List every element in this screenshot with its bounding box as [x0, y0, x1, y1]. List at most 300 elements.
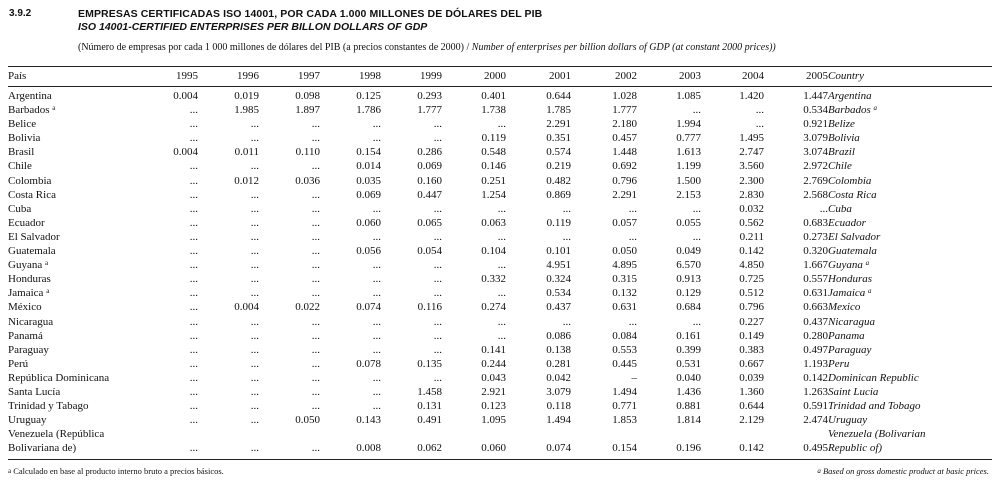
country-en-text: Nicaragua: [828, 315, 876, 328]
value-cell: 0.125: [356, 90, 381, 102]
value-cell: 1.853: [612, 414, 637, 427]
value-cell: 1.985: [234, 104, 259, 117]
value-cell: 0.118: [546, 400, 571, 413]
value-cell: ...: [311, 329, 320, 342]
value-cell: 1.254: [481, 188, 506, 201]
value-cell: 2.180: [612, 118, 637, 131]
country-name-en: [828, 385, 992, 399]
value-cell: ...: [372, 343, 381, 356]
value-cell: ...: [311, 357, 320, 370]
value-cell: ...: [311, 202, 320, 215]
value-cell: ...: [497, 230, 506, 243]
footnote-mark: a: [865, 259, 870, 268]
value-cell: 0.146: [481, 160, 506, 173]
value-cell: ...: [755, 104, 764, 117]
value-cell: 1.199: [676, 160, 701, 173]
value-cell: ...: [250, 329, 259, 342]
value-cell: 1.738: [481, 104, 506, 117]
value-cell: 0.135: [417, 357, 442, 370]
top-rule: [8, 66, 992, 67]
country-en-text: Ecuador: [828, 216, 866, 229]
table-row: [8, 371, 992, 385]
value-cell: ...: [497, 315, 506, 328]
value-cell: ...: [433, 371, 442, 384]
country-name-en: Venezuela (Bolivarian: [828, 428, 926, 441]
value-cell: 0.160: [417, 174, 442, 187]
value-cell: 0.063: [481, 216, 506, 229]
value-cell: 1.085: [676, 90, 701, 102]
value-cell: 0.084: [612, 329, 637, 342]
value-cell: 0.574: [546, 146, 571, 159]
value-cell: 0.591: [803, 400, 828, 413]
value-cell: 0.315: [612, 273, 637, 286]
value-cell: 0.132: [612, 287, 637, 300]
country-name-es: [8, 258, 140, 272]
country-name-es: [8, 371, 140, 385]
table-row: [8, 103, 992, 117]
table-row: [8, 286, 992, 300]
value-cell: 0.116: [417, 301, 442, 314]
value-cell: 0.557: [803, 273, 828, 286]
value-cell: ...: [692, 315, 701, 328]
value-cell: 0.069: [417, 160, 442, 173]
empty-cell: [506, 427, 571, 441]
value-cell: ...: [311, 315, 320, 328]
value-cell: 2.747: [739, 146, 764, 159]
country-name-es: [8, 385, 140, 399]
value-cell: 0.531: [676, 357, 701, 370]
value-cell: 1.447: [803, 90, 828, 102]
value-cell: 0.131: [417, 400, 442, 413]
value-cell: 0.631: [803, 287, 828, 300]
value-cell: 1.360: [739, 385, 764, 398]
value-cell: 0.055: [676, 216, 701, 229]
value-cell: 0.332: [481, 273, 506, 286]
value-cell: 0.012: [234, 174, 259, 187]
value-cell: 0.141: [481, 343, 506, 356]
country-name-es: [8, 230, 140, 244]
country-en-text: Uruguay: [828, 414, 868, 427]
value-cell: 2.291: [612, 188, 637, 201]
value-cell: 0.286: [417, 146, 442, 159]
value-cell: ...: [189, 371, 198, 384]
value-cell: ...: [250, 216, 259, 229]
country-name-en: [828, 244, 992, 258]
value-cell: 0.244: [481, 357, 506, 370]
table-row: [8, 427, 992, 441]
value-cell: 0.512: [739, 287, 764, 300]
country-en-text: Jamaica: [828, 287, 866, 300]
table-subtitle: [78, 42, 776, 53]
value-cell: ...: [250, 230, 259, 243]
value-cell: ...: [372, 132, 381, 145]
value-cell: ...: [819, 202, 828, 215]
country-name-es: Venezuela (República: [8, 428, 105, 441]
value-cell: 0.043: [481, 371, 506, 384]
country-en-text: Colombia: [828, 174, 872, 187]
value-cell: ...: [189, 273, 198, 286]
value-cell: 0.143: [356, 414, 381, 427]
country-name-en: [828, 413, 992, 427]
country-en-text: Guatemala: [828, 245, 877, 258]
value-cell: 0.777: [676, 132, 701, 145]
value-cell: 0.497: [803, 343, 828, 356]
value-cell: 0.534: [546, 287, 571, 300]
value-cell: ...: [250, 132, 259, 145]
country-name-en: [828, 159, 992, 173]
value-cell: 0.032: [739, 202, 764, 215]
value-cell: ...: [189, 442, 198, 455]
value-cell: ...: [311, 371, 320, 384]
value-cell: ...: [433, 118, 442, 131]
table-row: [8, 244, 992, 258]
value-cell: ...: [311, 118, 320, 131]
value-cell: 0.054: [417, 245, 442, 258]
value-cell: 0.796: [739, 301, 764, 314]
value-cell: 0.219: [546, 160, 571, 173]
value-cell: 1.095: [481, 414, 506, 427]
value-cell: ...: [250, 343, 259, 356]
value-cell: 0.667: [739, 357, 764, 370]
value-cell: 0.065: [417, 216, 442, 229]
table-row: [8, 399, 992, 413]
value-cell: ...: [311, 188, 320, 201]
country-name-en: [828, 258, 992, 272]
value-cell: 0.401: [481, 90, 506, 102]
value-cell: 0.138: [546, 343, 571, 356]
value-cell: ...: [189, 104, 198, 117]
country-en-text: Brazil: [828, 146, 855, 159]
value-cell: ...: [433, 259, 442, 272]
country-es-text: Panamá: [8, 329, 43, 342]
value-cell: ...: [189, 202, 198, 215]
value-cell: 0.683: [803, 216, 828, 229]
value-cell: ...: [189, 259, 198, 272]
country-es-text: Honduras: [8, 273, 51, 286]
value-cell: ...: [433, 329, 442, 342]
value-cell: ...: [250, 315, 259, 328]
country-es-text: Jamaica: [8, 287, 44, 300]
country-name-es: [8, 357, 140, 371]
value-cell: ...: [562, 230, 571, 243]
table-row: [8, 441, 992, 455]
country-en-text: Guyana: [828, 259, 863, 272]
country-es-text: Brasil: [8, 146, 35, 159]
country-en-text: Costa Rica: [828, 188, 877, 201]
col-year: 2000: [484, 70, 506, 82]
value-cell: 0.060: [481, 442, 506, 455]
value-cell: ...: [755, 118, 764, 131]
value-cell: 1.814: [676, 414, 701, 427]
col-year: 2001: [549, 70, 571, 82]
country-name-en: [828, 272, 992, 286]
value-cell: ...: [250, 245, 259, 258]
value-cell: ...: [497, 329, 506, 342]
value-cell: 2.291: [546, 118, 571, 131]
value-cell: 0.921: [803, 118, 828, 131]
value-cell: ...: [189, 160, 198, 173]
country-en-text: Belize: [828, 118, 855, 131]
value-cell: ...: [372, 259, 381, 272]
empty-cell: [198, 427, 259, 441]
value-cell: 1.263: [803, 385, 828, 398]
value-cell: 0.078: [356, 357, 381, 370]
value-cell: 4.895: [612, 259, 637, 272]
value-cell: ...: [497, 118, 506, 131]
value-cell: 0.057: [612, 216, 637, 229]
value-cell: ...: [433, 132, 442, 145]
value-cell: ...: [433, 287, 442, 300]
value-cell: 3.079: [546, 385, 571, 398]
value-cell: 1.494: [612, 385, 637, 398]
country-es-text: Cuba: [8, 202, 32, 215]
value-cell: 1.777: [417, 104, 442, 117]
country-en-text: Honduras: [828, 273, 873, 286]
value-cell: 0.039: [739, 371, 764, 384]
empty-cell: [764, 427, 828, 441]
value-cell: 0.562: [739, 216, 764, 229]
value-cell: ...: [189, 216, 198, 229]
value-cell: ...: [189, 357, 198, 370]
value-cell: 0.491: [417, 414, 442, 427]
value-cell: 0.663: [803, 301, 828, 314]
value-cell: 1.613: [676, 146, 701, 159]
value-cell: ...: [433, 343, 442, 356]
footnote-mark: a: [52, 104, 56, 113]
value-cell: 0.161: [676, 329, 701, 342]
value-cell: 0.149: [739, 329, 764, 342]
value-cell: ...: [250, 442, 259, 455]
value-cell: ...: [372, 329, 381, 342]
table-title-es: EMPRESAS CERTIFICADAS ISO 14001, POR CADA 1.000 MILLONES DE DÓLARES DEL PIB: [78, 8, 543, 20]
value-cell: 2.129: [739, 414, 764, 427]
value-cell: 0.004: [234, 301, 259, 314]
value-cell: 0.056: [356, 245, 381, 258]
value-cell: 0.062: [417, 442, 442, 455]
value-cell: ...: [189, 343, 198, 356]
value-cell: 0.142: [739, 245, 764, 258]
value-cell: 2.830: [739, 188, 764, 201]
country-es-text: Guyana: [8, 259, 43, 272]
value-cell: ...: [189, 132, 198, 145]
value-cell: 0.119: [546, 216, 571, 229]
value-cell: 0.042: [546, 371, 571, 384]
country-name-es: [8, 329, 140, 343]
col-year: 1995: [176, 70, 198, 82]
value-cell: ...: [372, 230, 381, 243]
value-cell: ...: [189, 414, 198, 427]
table-row: [8, 174, 992, 188]
table-number: 3.9.2: [9, 8, 32, 19]
value-cell: ...: [311, 442, 320, 455]
country-name-en: [828, 300, 992, 314]
value-cell: ...: [250, 202, 259, 215]
value-cell: 0.445: [612, 357, 637, 370]
country-name-es: [8, 315, 140, 329]
value-cell: 0.534: [803, 104, 828, 117]
value-cell: ...: [189, 230, 198, 243]
value-cell: ...: [189, 245, 198, 258]
country-name-en: [828, 286, 992, 300]
col-year: 1999: [420, 70, 442, 82]
table-row: [8, 300, 992, 314]
data-table: [8, 68, 992, 455]
country-es-text: Belice: [8, 118, 37, 131]
country-en-text: El Salvador: [828, 230, 881, 243]
country-es-text: Perú: [8, 357, 29, 370]
country-en-text: Cuba: [828, 202, 852, 215]
value-cell: 2.474: [803, 414, 828, 427]
value-cell: ...: [250, 273, 259, 286]
empty-cell: [320, 427, 381, 441]
value-cell: ...: [372, 287, 381, 300]
value-cell: ...: [311, 259, 320, 272]
col-country-en: Country: [828, 70, 865, 82]
value-cell: 1.897: [295, 104, 320, 117]
country-name-en: [828, 117, 992, 131]
value-cell: 0.074: [356, 301, 381, 314]
value-cell: ...: [250, 357, 259, 370]
country-name-en: [828, 89, 992, 103]
table-row: [8, 117, 992, 131]
value-cell: ...: [250, 259, 259, 272]
country-es-text: Guatemala: [8, 245, 56, 258]
value-cell: 0.437: [546, 301, 571, 314]
value-cell: 0.019: [234, 90, 259, 102]
value-cell: 0.049: [676, 245, 701, 258]
country-name-es: [8, 188, 140, 202]
table-row: [8, 145, 992, 159]
value-cell: 0.771: [612, 400, 637, 413]
table-row: [8, 357, 992, 371]
value-cell: 0.644: [546, 90, 571, 102]
value-cell: ...: [562, 202, 571, 215]
value-cell: ...: [497, 202, 506, 215]
value-cell: 0.060: [356, 216, 381, 229]
country-name-en: [828, 131, 992, 145]
value-cell: ...: [189, 188, 198, 201]
col-year: 1997: [298, 70, 320, 82]
value-cell: ...: [433, 230, 442, 243]
empty-cell: [571, 427, 637, 441]
value-cell: ...: [189, 301, 198, 314]
country-es-text: Barbados: [8, 104, 50, 117]
subtitle-es: (Número de empresas por cada 1 000 millones de dólares del PIB (a precios constantes de 2000) /: [78, 42, 472, 53]
value-cell: ...: [250, 414, 259, 427]
value-cell: 1.436: [676, 385, 701, 398]
country-es-text: Bolivia: [8, 132, 41, 145]
footnote-en-text: Based on gross domestic product at basic prices.: [820, 466, 989, 476]
country-es-text: Nicaragua: [8, 315, 54, 328]
value-cell: 0.196: [676, 442, 701, 455]
country-name-es: [8, 413, 140, 427]
value-cell: ...: [692, 202, 701, 215]
value-cell: ...: [250, 160, 259, 173]
value-cell: 0.101: [546, 245, 571, 258]
value-cell: 2.568: [803, 188, 828, 201]
country-name-en: [828, 216, 992, 230]
footnote-es: [8, 466, 224, 476]
country-name-en: [828, 145, 992, 159]
value-cell: ...: [628, 230, 637, 243]
country-name-es: [8, 244, 140, 258]
value-cell: 3.560: [739, 160, 764, 173]
subtitle-en: Number of enterprises per billion dollars of GDP (at constant 2000 prices)): [471, 42, 776, 53]
value-cell: 0.383: [739, 343, 764, 356]
country-name-es: [8, 131, 140, 145]
value-cell: ...: [497, 287, 506, 300]
country-name-en: [828, 371, 992, 385]
value-cell: ...: [311, 400, 320, 413]
value-cell: 0.324: [546, 273, 571, 286]
empty-cell: [140, 427, 198, 441]
value-cell: 4.951: [546, 259, 571, 272]
value-cell: 0.399: [676, 343, 701, 356]
empty-cell: [637, 427, 701, 441]
table-row: [8, 315, 992, 329]
value-cell: 0.004: [173, 90, 198, 102]
value-cell: ...: [311, 230, 320, 243]
value-cell: 0.251: [481, 174, 506, 187]
value-cell: 0.014: [356, 160, 381, 173]
value-cell: ...: [189, 329, 198, 342]
value-cell: 0.293: [417, 90, 442, 102]
value-cell: 1.495: [739, 132, 764, 145]
value-cell: ...: [692, 104, 701, 117]
value-cell: ...: [311, 287, 320, 300]
country-es-text: Costa Rica: [8, 188, 56, 201]
value-cell: 0.040: [676, 371, 701, 384]
value-cell: 0.036: [295, 174, 320, 187]
country-en-text: Barbados: [828, 104, 871, 117]
country-en-text: Paraguay: [828, 343, 872, 356]
value-cell: ...: [433, 315, 442, 328]
empty-cell: [259, 427, 320, 441]
country-es-text: México: [8, 301, 42, 314]
value-cell: ...: [311, 132, 320, 145]
value-cell: 0.011: [234, 146, 259, 159]
country-name-es: [8, 103, 140, 117]
footnote-mark: a: [44, 259, 49, 268]
country-en-text: Chile: [828, 160, 852, 173]
value-cell: ...: [628, 202, 637, 215]
col-year: 2003: [679, 70, 701, 82]
country-name-es: [8, 343, 140, 357]
value-cell: ...: [372, 273, 381, 286]
value-cell: ...: [311, 160, 320, 173]
col-year: 1996: [237, 70, 259, 82]
value-cell: 0.154: [356, 146, 381, 159]
value-cell: 0.644: [739, 400, 764, 413]
value-cell: ...: [250, 287, 259, 300]
footnote-mark: a: [46, 287, 50, 296]
footnote-mark: a: [817, 467, 821, 475]
value-cell: 0.495: [803, 442, 828, 455]
value-cell: 6.570: [676, 259, 701, 272]
footnote-mark: a: [8, 467, 12, 475]
value-cell: 1.994: [676, 118, 701, 131]
value-cell: 2.921: [481, 385, 506, 398]
value-cell: 1.420: [739, 90, 764, 102]
value-cell: 0.211: [739, 230, 764, 243]
country-name-en: Republic of): [828, 442, 883, 455]
value-cell: 0.123: [481, 400, 506, 413]
value-cell: 0.142: [803, 371, 828, 384]
value-cell: 0.437: [803, 315, 828, 328]
value-cell: ...: [311, 343, 320, 356]
table-row: [8, 413, 992, 427]
value-cell: 0.869: [546, 188, 571, 201]
